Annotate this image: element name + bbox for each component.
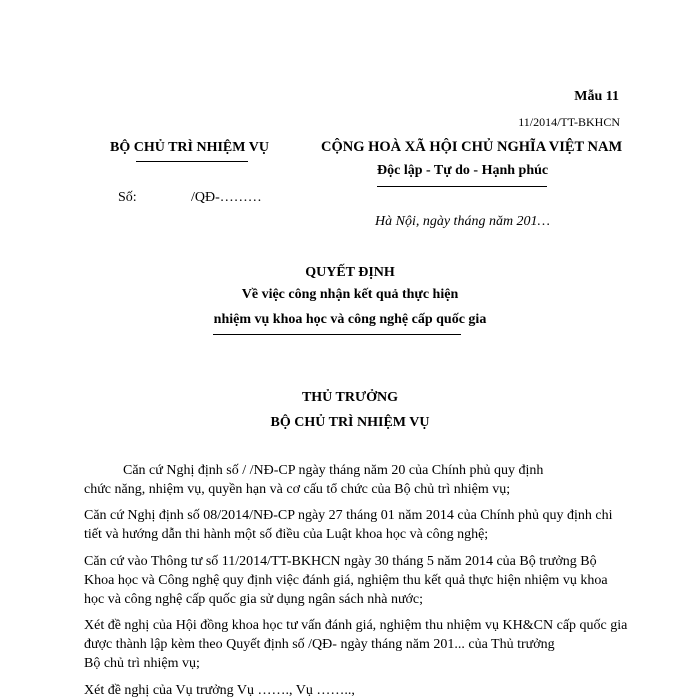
nation-name: CỘNG HOÀ XÃ HỘI CHỦ NGHĨA VIỆT NAM [321,139,623,155]
decision-subject-line-1: Về việc công nhận kết quả thực hiện [241,287,459,302]
reference-label: Số: [118,190,137,205]
reference-number [118,190,262,206]
paragraph-4-line-3: Bộ chủ trì nhiệm vụ; [84,656,200,671]
paragraph-1-line-2: chức năng, nhiệm vụ, quyền hạn và cơ cấu tổ chức của Bộ chủ trì nhiệm vụ; [84,482,511,497]
authority-title-line-1: THỦ TRƯỞNG [301,390,399,405]
paragraph-2-line-1: Căn cứ Nghị định số 08/2014/NĐ-CP ngày 27 tháng 01 năm 2014 của Chính phủ quy định chi [84,508,613,523]
decision-subject-line-2: nhiệm vụ khoa học và công nghệ cấp quốc gia [213,312,487,327]
national-motto: Độc lập - Tự do - Hạnh phúc [377,163,549,178]
place-date: Hà Nội, ngày tháng năm 201… [375,214,550,229]
organization-underline [136,161,248,162]
decision-subject-underline [213,334,461,335]
paragraph-5-line-1: Xét đề nghị của Vụ trưởng Vụ ……., Vụ …….., [84,683,355,698]
authority-title-line-2: BỘ CHỦ TRÌ NHIỆM VỤ [270,415,430,430]
paragraph-2-line-2: tiết và hướng dẫn thi hành một số điều của Luật khoa học và công nghệ; [84,527,489,542]
circular-reference: 11/2014/TT-BKHCN [518,115,620,129]
decision-title: QUYẾT ĐỊNH [305,265,395,280]
form-number: Mẫu 11 [574,89,619,104]
reference-code: /QĐ-……… [191,190,262,205]
paragraph-3-line-2: Khoa học và Công nghệ quy định việc đánh giá, nghiệm thu kết quả thực hiện nhiệm vụ khoa [84,573,608,588]
paragraph-1-line-1: Căn cứ Nghị định số / /NĐ-CP ngày tháng năm 20 của Chính phủ quy định [123,463,544,478]
paragraph-4-line-1: Xét đề nghị của Hội đồng khoa học tư vấn đánh giá, nghiệm thu nhiệm vụ KH&CN cấp quốc gia [84,618,628,633]
paragraph-3-line-1: Căn cứ vào Thông tư số 11/2014/TT-BKHCN ngày 30 tháng 5 năm 2014 của Bộ trưởng Bộ [84,554,597,569]
paragraph-3-line-3: học và công nghệ cấp quốc gia sử dụng ngân sách nhà nước; [84,592,424,607]
organization-name: BỘ CHỦ TRÌ NHIỆM VỤ [110,140,269,155]
paragraph-4-line-2: được thành lập kèm theo Quyết định số /QĐ- ngày tháng năm 201... của Thủ trưởng [84,637,555,652]
motto-underline [377,186,547,187]
